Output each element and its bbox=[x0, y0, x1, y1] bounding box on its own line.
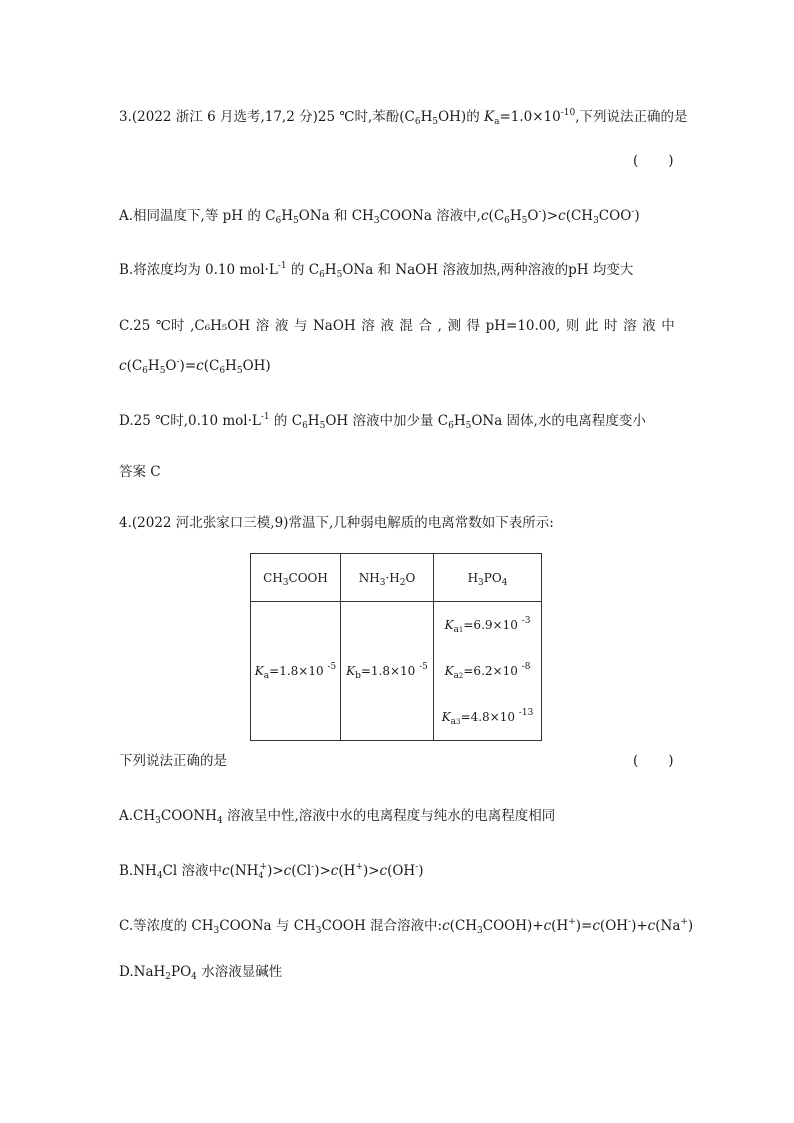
q4-prompt: 下列说法正确的是 bbox=[119, 753, 227, 769]
q3-option-b: B.将浓度均为 0.10 $mol\cdot L^{-1}$ 的 $C_6H_5ONa$ 和 NaOH 溶液加热,两种溶液的pH 均变大 bbox=[119, 261, 634, 280]
q3-option-a: A.相同温度下,等 pH 的 $C_6H_5ONa$ 和 $CH_3COONa$ 溶液中$,c(C_6H_5O^-)>c(CH_3COO^-)$ bbox=[119, 207, 640, 226]
q3-option-c-line2: $c(C_6H_5O^-)=c(C_6H_5OH)$ bbox=[119, 357, 271, 376]
table-header-phosphoric-acid: $H_3PO_4$ bbox=[434, 554, 542, 602]
ka3-value: $K_{a3}=4.8\times 10$ $^{-13}$ bbox=[441, 708, 534, 727]
ka1-value: $K_{a1}=6.9\times 10$ $^{-3}$ bbox=[444, 616, 531, 635]
ionization-constant-table bbox=[250, 553, 542, 741]
table-cell-kb: $K_b=1.8\times 10$ $^{-5}$ bbox=[341, 602, 434, 741]
q4-option-b: $B.NH_4Cl$ 溶液中$c(NH_4^+)>c(Cl^-)>c(H^+)>c(OH^-)$ bbox=[119, 862, 424, 881]
q3-answer-paren: ( ) bbox=[633, 153, 674, 169]
q3-option-c-line1: C.25 ℃时 ,C₆H₅OH 溶 液 与 NaOH 溶 液 混 合 , 测 得 pH=10.00, 则 此 时 溶 液 中 bbox=[119, 318, 675, 334]
table-cell-ka-series bbox=[434, 602, 542, 741]
q4-option-a: $A.CH_3COONH_4$ 溶液呈中性,溶液中水的电离程度与纯水的电离程度相同 bbox=[119, 808, 556, 826]
q4-stem: 4.(2022 河北张家口三模,9)常温下,几种弱电解质的电离常数如下表所示: bbox=[119, 515, 554, 531]
table-header-ammonia: $NH_3\cdot H_2O$ bbox=[341, 554, 434, 602]
q4-option-c: C.等浓度的 $CH_3COONa$ 与 $CH_3COOH$ 混合溶液中$:c(CH_3COOH)+c(H^+)=c(OH^-)+c(Na^+)$ bbox=[119, 917, 694, 936]
table-header-acetic-acid: $CH_3COOH$ bbox=[251, 554, 341, 602]
q4-option-d: $D.NaH_2PO_4$ 水溶液显碱性 bbox=[119, 964, 283, 982]
table-cell-ka: $K_a=1.8\times 10$ $^{-5}$ bbox=[251, 602, 341, 741]
ka2-value: $K_{a2}=6.2\times 10$ $^{-8}$ bbox=[444, 662, 531, 681]
q3-answer: 答案 C bbox=[119, 464, 161, 480]
q3-option-d: D.25 ℃时,0.10 $mol\cdot L^{-1}$ 的 $C_6H_5OH$ 溶液中加少量 $C_6H_5ONa$ 固体,水的电离程度变小 bbox=[119, 412, 646, 431]
q3-stem: 3.(2022 浙江 6 月选考,17,2 分)25 ℃时,苯酚$(C_6H_5OH)$的 $K_a=1.0\times 10^{-10}$,下列说法正确的是 bbox=[119, 108, 688, 127]
q4-answer-paren: ( ) bbox=[633, 753, 674, 769]
